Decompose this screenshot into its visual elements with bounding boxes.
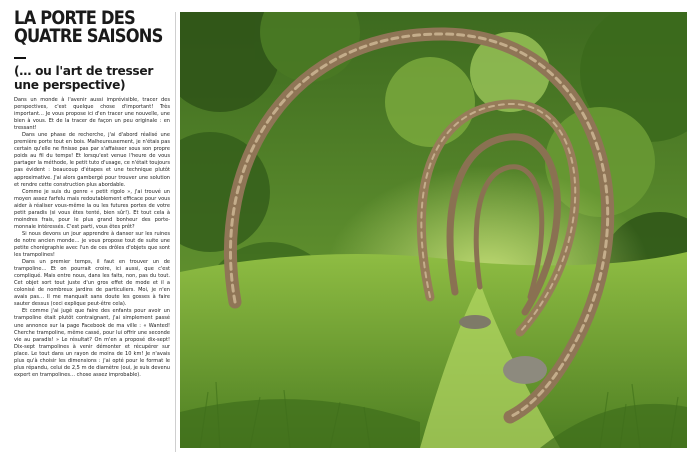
subtitle-line-1: (… ou l'art de tresser [14, 64, 154, 78]
subtitle-line-2: une perspective) [14, 77, 126, 92]
title-rule [14, 57, 26, 59]
stone-2 [459, 315, 491, 329]
article-subtitle [14, 65, 170, 92]
paragraph: Dans une phase de recherche, j'ai d'abord réalisé une première porte tout en bois. Malheureusement, je n'étais pas certain qu'elle ne finisse pas par s'affaisser sous son propre poids au fil du temps! Et lorsqu'est venue l'heure de vous partager la méthode, le petit tuto d'usage, ce n'était toujours pas évident : beaucoup d'étapes et une technique plutôt approximative. J'ai alors gambergé pour trouver une solution et rendre cette construction plus abordable. [14, 132, 170, 188]
article-title [14, 10, 171, 46]
paragraph: Si nous devons un jour apprendre à danser sur les ruines de notre ancien monde… je vous propose tout de suite une petite chorégraphie avec l'un de ces drôles d'objets que sont les trampolines! [14, 230, 170, 259]
title-line-2: QUATRE SAISONS [14, 26, 163, 47]
willow-arch-photo [180, 12, 687, 448]
paragraph: Dans un monde à l'avenir aussi imprévisible, tracer des perspectives, c'est quelque chose d'important! Très important… Je vous propose ici d'en tracer une nouvelle, une bien à vous. Et de la tracer de façon un peu originale : en tressant! [14, 97, 170, 132]
paragraph: Dans un premier temps, il faut en trouver un de trampoline… Et on pourrait croire, ici aussi, que c'est compliqué. Mais entre nous, dans les faits, non, pas du tout. Cet objet sort tout juste d'un gros effet de mode et il a colonisé de nombreux jardins de particuliers. Moi, je n'en avais pas… Il me manquait sans doute les gosses à faire sauter dessus (ceci explique peut-être cela). [14, 259, 170, 308]
stone [503, 356, 547, 384]
article-column [14, 10, 170, 379]
article-body [14, 97, 170, 379]
paragraph: Et comme j'ai jugé que faire des enfants pour avoir un trampoline était plutôt contraignant, j'ai simplement passé une annonce sur la page Facebook de ma ville : « Wanted! Cherche trampoline, même cassé, pour lui offrir une seconde vie au paradis! » Le résultat? On m'en a proposé dix-sept! Dix-sept trampolines à venir démonter et récupérer sur place. Le tout dans un rayon de moins de 10 km! Je n'avais plus qu'à choisir les dimensions : j'ai opté pour le format le plus répandu, celui de 2,5 m de diamètre (oui, je suis devenu expert en trampolines… chose assez improbable). [14, 308, 170, 378]
column-divider [175, 12, 176, 452]
paragraph: Comme je suis du genre « petit rigolo », j'ai trouvé un moyen assez farfelu mais redoutablement efficace pour vous aider à réaliser vous-même la ou les futures portes de votre petit paradis (si vous êtes tenté, bien sûr!). Et tout cela à moindres frais, pour le plus grand bonheur des porte-monnaie intéressés. C'est parti, vous êtes prêt? [14, 188, 170, 230]
title-line-1: LA PORTE DES [14, 8, 135, 29]
photo-illustration [180, 12, 687, 448]
